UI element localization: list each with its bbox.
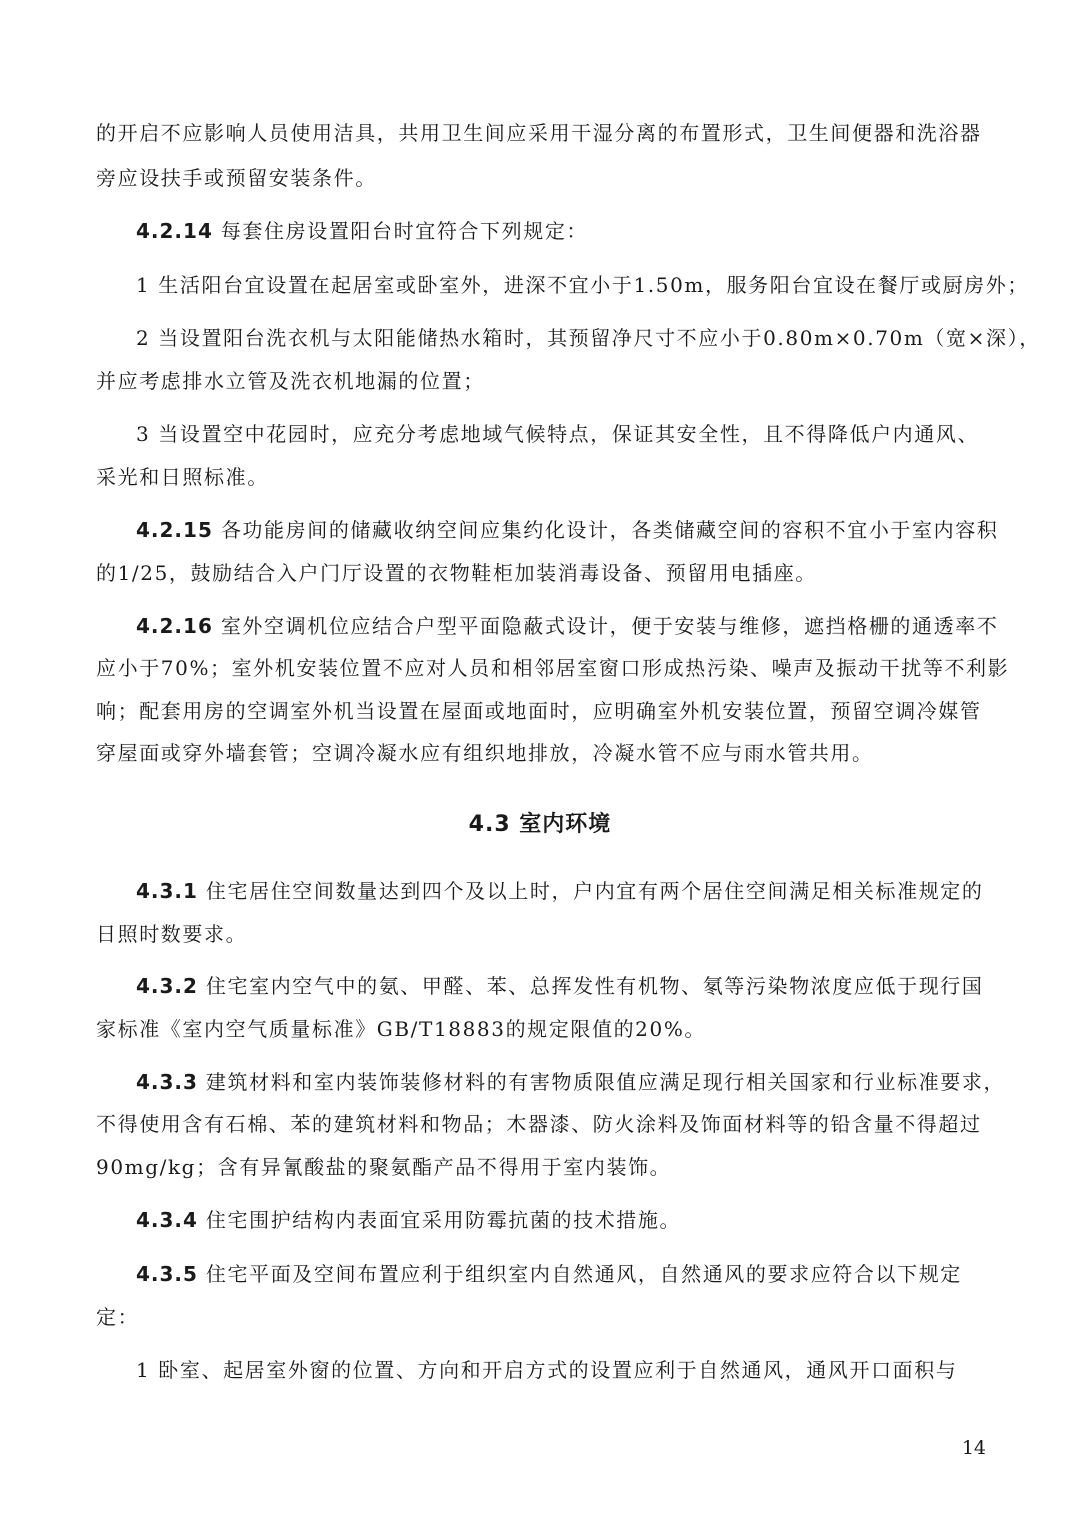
text-line: 家标准《室内空气质量标准》GB/T18883的规定限值的20%。 — [96, 1017, 707, 1041]
clause-number: 4.3.5 — [136, 1262, 198, 1286]
clause-number: 4.2.16 — [136, 614, 213, 638]
text-line: 1 生活阳台宜设置在起居室或卧室外，进深不宜小于1.50m，服务阳台宜设在餐厅或厨房外； — [136, 273, 1029, 297]
clause-number: 4.3.3 — [136, 1070, 198, 1094]
clause-4-2-15 — [136, 516, 999, 544]
text-line: 并应考虑排水立管及洗衣机地漏的位置； — [96, 369, 485, 393]
text-line: 2 当设置阳台洗衣机与太阳能储热水箱时，其预留净尺寸不应小于0.80m×0.70m（宽×深）， — [136, 326, 1041, 350]
text-line: 应小于70%；室外机安装位置不应对人员和相邻居室窗口形成热污染、噪声及振动干扰等不利影 — [96, 656, 1010, 680]
text-line: 定： — [96, 1305, 140, 1329]
clause-number: 4.3.1 — [136, 879, 198, 903]
clause-number: 4.2.15 — [136, 518, 213, 542]
clause-text: 住宅围护结构内表面宜采用防霉抗菌的技术措施。 — [197, 1208, 682, 1232]
clause-4-2-14 — [136, 217, 996, 245]
clause-text: 每套住房设置阳台时宜符合下列规定： — [212, 219, 589, 243]
text-line: 采光和日照标准。 — [96, 465, 269, 489]
section-heading: 4.3 室内环境 — [468, 812, 612, 837]
clause-number: 4.3.4 — [136, 1208, 198, 1232]
text-line: 1 卧室、起居室外窗的位置、方向和开启方式的设置应利于自然通风，通风开口面积与 — [136, 1358, 958, 1382]
clause-4-3-3 — [136, 1068, 1006, 1096]
clause-text: 住宅平面及空间布置应利于组织室内自然通风，自然通风的要求应符合以下规定 — [197, 1262, 962, 1286]
text-line: 旁应设扶手或预留安装条件。 — [96, 166, 377, 190]
clause-number: 4.3.2 — [136, 974, 198, 998]
text-line: 的开启不应影响人员使用洁具，共用卫生间应采用干湿分离的布置形式，卫生间便器和洗浴器 — [96, 121, 982, 145]
text-line: 不得使用含有石棉、苯的建筑材料和物品；木器漆、防火涂料及饰面材料等的铅含量不得超过 — [96, 1112, 982, 1136]
clause-text: 室外空调机位应结合户型平面隐蔽式设计，便于安装与维修，遮挡格栅的通透率不 — [212, 614, 999, 638]
clause-number: 4.2.14 — [136, 219, 213, 243]
clause-4-3-4 — [136, 1206, 996, 1234]
clause-text: 建筑材料和室内装饰装修材料的有害物质限值应满足现行相关国家和行业标准要求， — [197, 1070, 1006, 1094]
clause-text: 住宅居住空间数量达到四个及以上时，户内宜有两个居住空间满足相关标准规定的 — [197, 879, 984, 903]
text-line: 穿屋面或穿外墙套管；空调冷凝水应有组织地排放，冷凝水管不应与雨水管共用。 — [96, 741, 874, 765]
text-line: 的1/25，鼓励结合入户门厅设置的衣物鞋柜加装消毒设备、预留用电插座。 — [96, 561, 817, 585]
clause-text: 各功能房间的储藏收纳空间应集约化设计，各类储藏空间的容积不宜小于室内容积 — [212, 518, 999, 542]
text-line: 日照时数要求。 — [96, 922, 248, 946]
text-line: 响；配套用房的空调室外机当设置在屋面或地面时，应明确室外机安装位置，预留空调冷媒管 — [96, 699, 982, 723]
text-line: 90mg/kg；含有异氰酸盐的聚氨酯产品不得用于室内装饰。 — [96, 1155, 672, 1179]
clause-4-2-16 — [136, 612, 999, 640]
clause-text: 住宅室内空气中的氨、甲醛、苯、总挥发性有机物、氡等污染物浓度应低于现行国 — [197, 974, 984, 998]
clause-4-3-1 — [136, 877, 996, 905]
text-line: 3 当设置空中花园时，应充分考虑地域气候特点，保证其安全性，且不得降低户内通风、 — [136, 422, 980, 446]
page-number: 14 — [961, 1437, 986, 1459]
clause-4-3-5 — [136, 1260, 996, 1288]
clause-4-3-2 — [136, 972, 996, 1000]
